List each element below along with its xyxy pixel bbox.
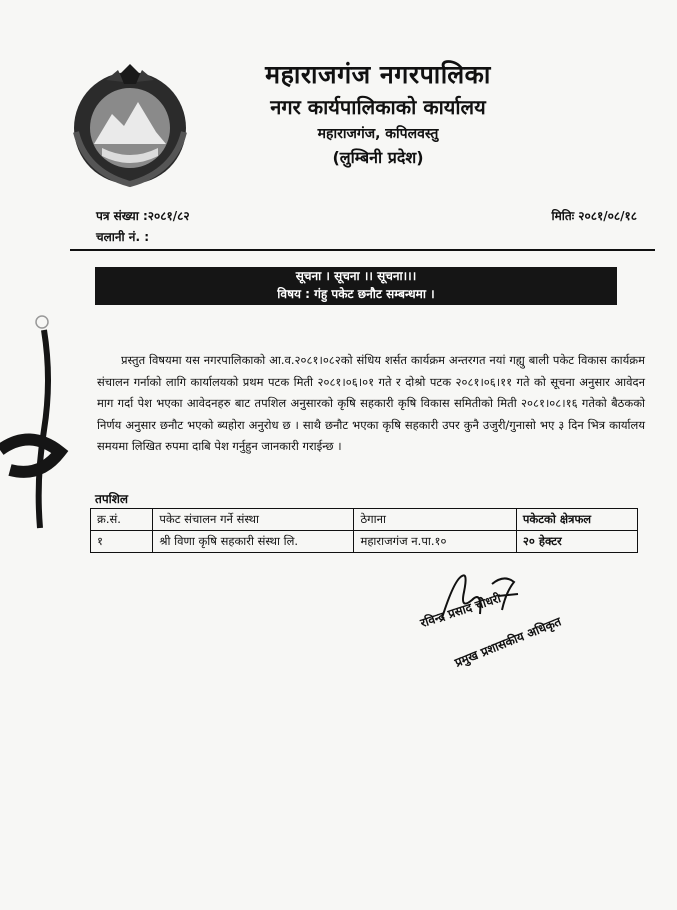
- table-cell: महाराजगंज न.पा.१०: [354, 531, 516, 553]
- column-header: क्र.सं.: [91, 509, 153, 531]
- letter-date: मितिः २०८१/०८/१८: [551, 209, 637, 223]
- column-header: ठेगाना: [354, 509, 516, 531]
- handwritten-signature-icon: [432, 570, 602, 630]
- nepal-emblem-icon: [66, 62, 194, 190]
- table-cell: २० हेक्टर: [516, 531, 637, 553]
- notice-subject: विषय : गंहु पकेट छनौट सम्बन्धमा ।: [277, 287, 435, 301]
- table-row: [91, 531, 638, 553]
- signatory-title: प्रमुख प्रशासकीय अधिकृत: [452, 614, 564, 670]
- signatory-name: रविन्द्र प्रसाद चौधरी: [418, 591, 503, 631]
- details-label: तपशिल: [95, 492, 129, 506]
- table-header-row: [91, 509, 638, 531]
- header-divider: [70, 249, 655, 251]
- office-name: नगर कार्यपालिकाको कार्यालय: [270, 95, 486, 119]
- selection-table: [90, 508, 638, 553]
- table-cell: श्री विणा कृषि सहकारी संस्था लि.: [153, 531, 354, 553]
- province: (लुम्बिनी प्रदेश): [332, 148, 424, 167]
- table-cell: १: [91, 531, 153, 553]
- office-address: महाराजगंज, कपिलवस्तु: [317, 126, 439, 142]
- binding-string: [0, 300, 70, 530]
- column-header: पकेट संचालन गर्ने संस्था: [153, 509, 354, 531]
- notice-banner: [95, 267, 617, 305]
- letterhead: [228, 58, 528, 170]
- reference-number: पत्र संख्या :२०८१/८२: [96, 209, 190, 223]
- notice-body: प्रस्तुत विषयमा यस नगरपालिकाको आ.व.२०८१।०८२को संधिय शर्सत कार्यक्रम अन्तरगत नयां गह्यु बाली पकेट विकास कार्यक्रम संचालन गर्नाको लागि कार्यालयको प्रथम पटक मिती २०८१।०६।०१ गते र दोश्रो पटक २०८१।०६।११ गते को सूचना अनुसार आवेदन माग गर्दा पेश भएका आवेदनहरु बाट तपशिल अनुसारको कृषि सहकारी कृषि विकास समितीको मिती २०८१।०८।१६ गतेको बैठकको निर्णय अनुसार छनौट भएको ब्यहोरा अनुरोध छ । साथै छनौट भएका कृषि सहकारी उपर कुनै उजुरी/गुनासो भए ३ दिन भित्र कार्यालय समयमा लिखित रुपमा दाबि पेश गर्नुहुन जानकारी गराईन्छ ।: [97, 353, 645, 453]
- notice-title: सूचना । सूचना ।। सूचना।।।: [295, 269, 417, 283]
- dispatch-number: चलानी नं. :: [96, 230, 150, 244]
- column-header: पकेटको क्षेत्रफल: [516, 509, 637, 531]
- org-name: महाराजगंज नगरपालिका: [265, 60, 491, 89]
